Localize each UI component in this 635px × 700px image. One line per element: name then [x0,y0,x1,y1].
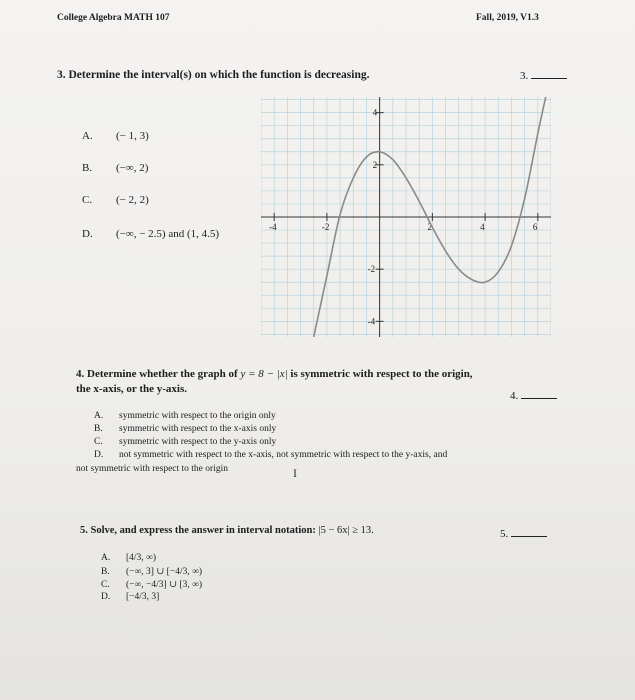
q4-choice-b-letter: B. [94,424,103,434]
q4-choice-d-text: not symmetric with respect to the x-axis, not symmetric with respect to the y-axis, and [119,450,448,460]
q3-choice-b-text: (−∞, 2) [116,162,149,174]
x-tick-label: -2 [321,222,330,232]
term-version: Fall, 2019, V1.3 [476,13,539,23]
q3-answer-blank[interactable] [531,68,567,79]
q3-answer-slot [520,68,567,83]
q3-prompt: 3. Determine the interval(s) on which the function is decreasing. [57,69,370,81]
q3-choice-d-text: (−∞, − 2.5) and (1, 4.5) [116,228,220,240]
q4-choice-b[interactable] [94,424,276,434]
q4-equation: y = 8 − |x| [240,368,288,380]
q5-choice-a-text: [4/3, ∞) [126,553,156,563]
q4-choice-a[interactable] [94,411,276,421]
q4-choice-d-letter: D. [94,450,104,460]
q3-choice-b-letter: B. [82,162,93,174]
y-tick-label: -4 [367,316,376,327]
q5-choice-b-letter: B. [101,567,110,577]
q4-prompt-line2: the x-axis, or the y-axis. [76,383,188,395]
q5-inequality: |5 − 6x| ≥ 13. [318,525,374,536]
function-graph [261,97,551,337]
q3-choice-c-letter: C. [82,194,93,206]
q3-choice-c[interactable] [82,194,149,206]
y-tick-label: -2 [367,264,376,275]
q4-choice-d-continuation: not symmetric with respect to the origin [76,464,228,474]
q4-choice-c-letter: C. [94,437,103,447]
q4-choice-a-text: symmetric with respect to the origin only [119,411,276,421]
y-tick-label: 2 [372,159,378,170]
q3-choice-b[interactable] [82,162,148,174]
q4-choice-c[interactable] [94,437,276,447]
q3-choice-c-text: (− 2, 2) [116,194,149,206]
q3-choice-a[interactable] [82,130,149,142]
y-tick-label: 4 [372,107,378,118]
x-tick-label: -4 [269,222,277,232]
q4-choice-b-text: symmetric with respect to the x-axis only [119,424,277,434]
q3-answer-label: 3. [520,70,529,82]
q4-choice-c-text: symmetric with respect to the y-axis only [119,437,277,447]
q5-answer-blank[interactable] [511,526,547,537]
q5-choice-c[interactable] [101,579,202,590]
x-tick-label: 6 [532,222,538,232]
q5-prompt: 5. Solve, and express the answer in interval notation: [80,525,316,536]
q4-answer-blank[interactable] [521,388,557,399]
q4-prompt-start: 4. Determine whether the graph of [76,368,238,380]
q5-choice-b[interactable] [101,566,202,577]
q4-choice-d[interactable] [94,450,447,460]
q4-choice-a-letter: A. [94,411,104,421]
q5-choice-b-text: (−∞, 3] ∪ [−4/3, ∞) [126,567,203,577]
q5-choice-d[interactable] [101,592,159,602]
q3-choice-a-text: (− 1, 3) [116,130,149,142]
q4-prompt-line1 [76,367,473,381]
q3-choice-d-letter: D. [82,228,93,240]
x-tick-label: 4 [480,222,485,232]
q5-choice-d-letter: D. [101,592,111,602]
q3-choice-a-letter: A. [82,130,93,142]
q5-choice-a[interactable] [101,553,156,563]
q5-choice-a-letter: A. [101,553,111,563]
q4-answer-label: 4. [510,390,519,402]
q5-choice-c-letter: C. [101,580,110,590]
q5-choice-c-text: (−∞, −4/3] ∪ [3, ∞) [126,580,203,590]
x-tick-label: 2 [427,222,432,232]
text-cursor-icon: Ι [293,466,297,480]
q4-answer-slot [510,388,557,403]
q5-choice-d-text: [−4/3, 3] [126,592,160,602]
q5-prompt-line [80,524,374,538]
q3-choice-d[interactable] [82,228,219,240]
q5-answer-label: 5. [500,528,509,540]
q4-prompt-end: is symmetric with respect to the origin, [290,368,473,380]
course-title: College Algebra MATH 107 [57,13,170,23]
q5-answer-slot [500,526,547,541]
